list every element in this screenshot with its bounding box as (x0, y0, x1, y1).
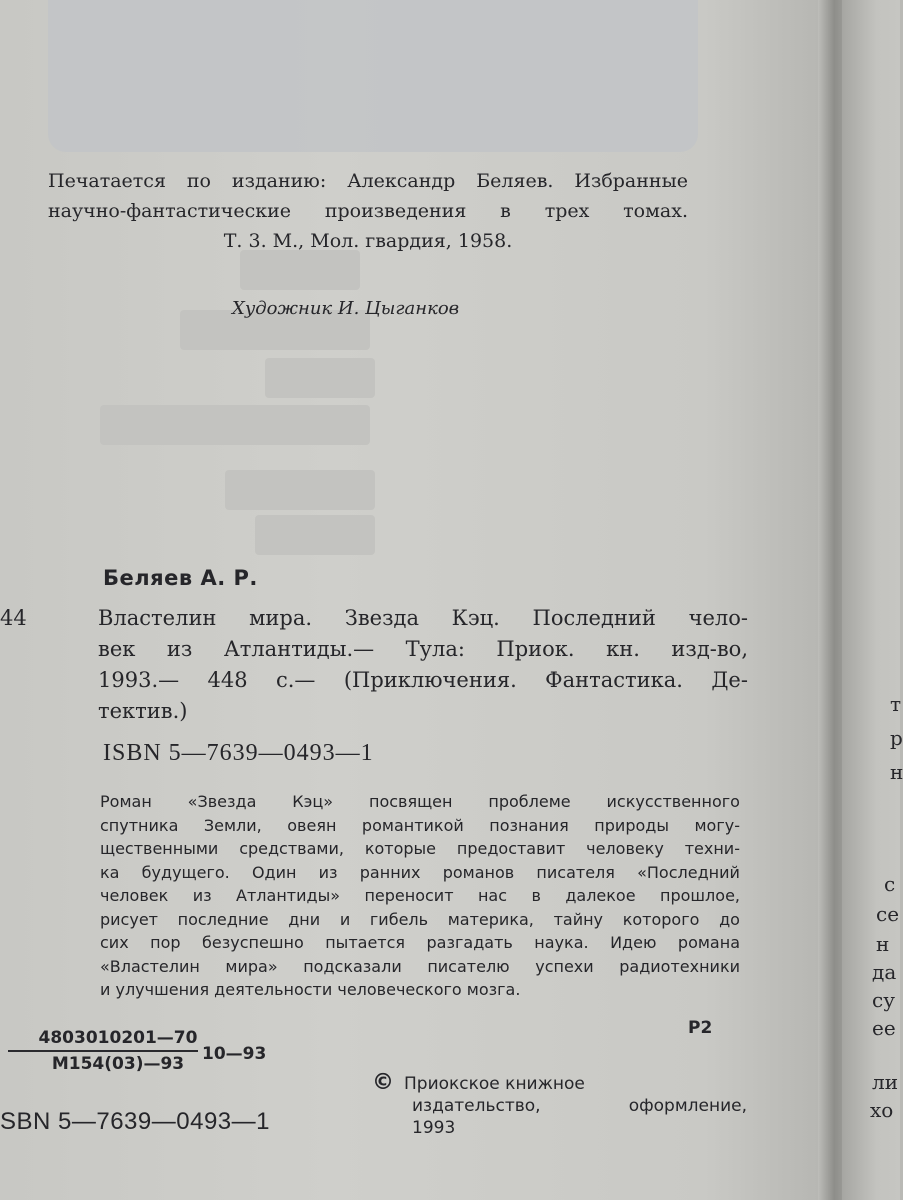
word: в (500, 200, 511, 222)
word: в (531, 886, 541, 905)
word: Кэц. (451, 606, 500, 630)
word: переносит (364, 886, 454, 905)
word: которые (364, 839, 437, 858)
annotation-line-1 (100, 790, 740, 814)
word: Печатается (48, 170, 166, 192)
artist-credit: Художник И. Цыганков (232, 298, 460, 319)
word: Беляев. (476, 170, 554, 192)
facing-page (842, 0, 903, 1200)
word: прошлое, (660, 886, 740, 905)
word: «Властелин (100, 956, 200, 976)
word: по (186, 170, 211, 192)
word: до (719, 909, 740, 929)
word: Звезда (344, 606, 419, 630)
word: познания (489, 815, 569, 835)
word: человек (100, 886, 169, 905)
word: искусственного (606, 792, 740, 811)
word: томах. (623, 200, 688, 222)
card-line-1 (98, 603, 748, 634)
word: Последний (532, 606, 656, 630)
bottom-isbn: SBN 5—7639—0493—1 (0, 1108, 270, 1135)
word: природы (594, 815, 669, 835)
card-isbn: ISBN 5—7639—0493—1 (103, 740, 374, 766)
facing-fragment: се (876, 902, 900, 926)
word: ранних (359, 862, 421, 882)
card-line-3 (98, 665, 748, 696)
word: ка (100, 862, 120, 882)
annotation-line-8 (100, 955, 740, 979)
word: тайну (553, 909, 604, 929)
word: романа (677, 933, 740, 952)
facing-fragment: н (876, 932, 890, 956)
facing-fragment: су (872, 988, 895, 1012)
word: Де- (711, 668, 748, 692)
copyright-symbol: © (372, 1070, 394, 1095)
show-through-title (265, 358, 375, 398)
copyright-publisher: Приокское книжное (404, 1074, 585, 1094)
facing-fragment: н (890, 760, 903, 784)
word: далекое (565, 886, 636, 905)
word: овеян (287, 815, 337, 835)
annotation-line-4 (100, 861, 740, 885)
word: наука. (534, 933, 589, 952)
word: рисует (100, 909, 158, 929)
word: посвящен (368, 792, 453, 811)
annotation-line-7 (100, 931, 740, 955)
word: безуспешно (202, 933, 304, 952)
word: предоставит (456, 839, 566, 858)
show-through-cover-art (48, 0, 698, 152)
word: из (192, 886, 212, 905)
word: «Звезда (187, 792, 257, 811)
classification-denominator: М154(03)—93 (51, 1054, 185, 1074)
facing-fragment: т (890, 692, 902, 716)
annotation-line-3 (100, 837, 740, 861)
word: Кэц» (292, 792, 334, 811)
word: романтикой (361, 815, 464, 835)
classification-suffix: 10—93 (202, 1044, 267, 1064)
source-line-3: Т. 3. М., Мол. гвардия, 1958. (223, 230, 513, 252)
word: последние (177, 909, 269, 929)
word: изд-во, (671, 637, 748, 661)
word: подсказали (303, 956, 402, 976)
word: Властелин (98, 606, 217, 630)
word: спутника (100, 815, 179, 835)
annotation (100, 790, 740, 1002)
word: «Последний (637, 862, 740, 882)
word: Роман (100, 792, 152, 811)
word: издательство, (412, 1096, 541, 1116)
word: успехи (535, 956, 594, 976)
word: Атлантиды» (236, 886, 340, 905)
word: 1993.— (98, 668, 180, 692)
facing-fragment: да (872, 960, 897, 984)
facing-fragment: ее (872, 1016, 896, 1040)
word: писателя (536, 862, 615, 882)
facing-fragment: хо (870, 1098, 894, 1122)
word: кн. (606, 637, 640, 661)
card-line-2 (98, 634, 748, 665)
word: гибель (369, 909, 429, 929)
card-line-4: тектив.) (98, 699, 188, 723)
word: научно-фантастические (48, 200, 292, 222)
facing-fragment: ли (872, 1070, 899, 1094)
fraction-bar (8, 1050, 198, 1052)
source-edition-note (48, 166, 688, 256)
word: и (339, 909, 351, 929)
word: будущего. (141, 862, 230, 882)
word: из (318, 862, 338, 882)
classification-numerator: 4803010201—70 (38, 1028, 198, 1048)
word: (Приключения. (343, 668, 517, 692)
word: пытается (325, 933, 406, 952)
word: материка, (447, 909, 534, 929)
copyright-line-1 (372, 1072, 747, 1095)
word: пор (150, 933, 181, 952)
card-author: Беляев А. Р. (103, 566, 258, 590)
word: могу- (694, 815, 740, 835)
facing-fragment: р (890, 726, 903, 750)
word: проблеме (488, 792, 571, 811)
annotation-line-9: и улучшения деятельности человеческого мозга. (100, 980, 521, 999)
word: человеку (586, 839, 664, 858)
classification-fraction (8, 1028, 198, 1074)
word: оформление, (628, 1096, 747, 1116)
copyright-year: 1993 (412, 1118, 456, 1138)
word: Атлантиды.— (223, 637, 375, 661)
show-through-title (225, 470, 375, 510)
word: из (166, 637, 193, 661)
annotation-line-2 (100, 814, 740, 838)
facing-fragment: с (884, 872, 896, 896)
source-line-2 (48, 196, 688, 226)
word: Александр (347, 170, 456, 192)
word: чело- (688, 606, 748, 630)
card-index-fragment: 44 (0, 606, 27, 630)
word: с.— (276, 668, 316, 692)
word: щественными (100, 839, 219, 858)
word: Фантастика. (545, 668, 683, 692)
card-description (98, 603, 748, 727)
copyright-block (372, 1072, 747, 1139)
word: средствами, (239, 839, 344, 858)
word: Идею (610, 933, 657, 952)
word: нас (477, 886, 508, 905)
word: Земли, (203, 815, 262, 835)
word: век (98, 637, 136, 661)
word: мира. (249, 606, 313, 630)
word: техни- (684, 839, 740, 858)
word: романов (442, 862, 515, 882)
word: трех (544, 200, 590, 222)
word: изданию: (231, 170, 327, 192)
show-through-title (100, 405, 370, 445)
word: Приок. (496, 637, 575, 661)
word: Тула: (405, 637, 465, 661)
show-through-title (240, 250, 360, 290)
word: произведения (324, 200, 467, 222)
word: разгадать (426, 933, 513, 952)
show-through-title (255, 515, 375, 555)
word: мира» (225, 956, 278, 976)
word: радиотехники (619, 956, 740, 976)
source-line-1 (48, 166, 688, 196)
word: Избранные (574, 170, 688, 192)
word: дни (288, 909, 321, 929)
word: сих (100, 933, 129, 952)
word: которого (622, 909, 700, 929)
copyright-line-2 (372, 1095, 747, 1117)
word: писателю (427, 956, 510, 976)
word: Один (251, 862, 297, 882)
annotation-line-5 (100, 884, 740, 908)
annotation-line-6 (100, 908, 740, 932)
word: 448 (207, 668, 248, 692)
bbk-index: Р2 (688, 1018, 713, 1038)
